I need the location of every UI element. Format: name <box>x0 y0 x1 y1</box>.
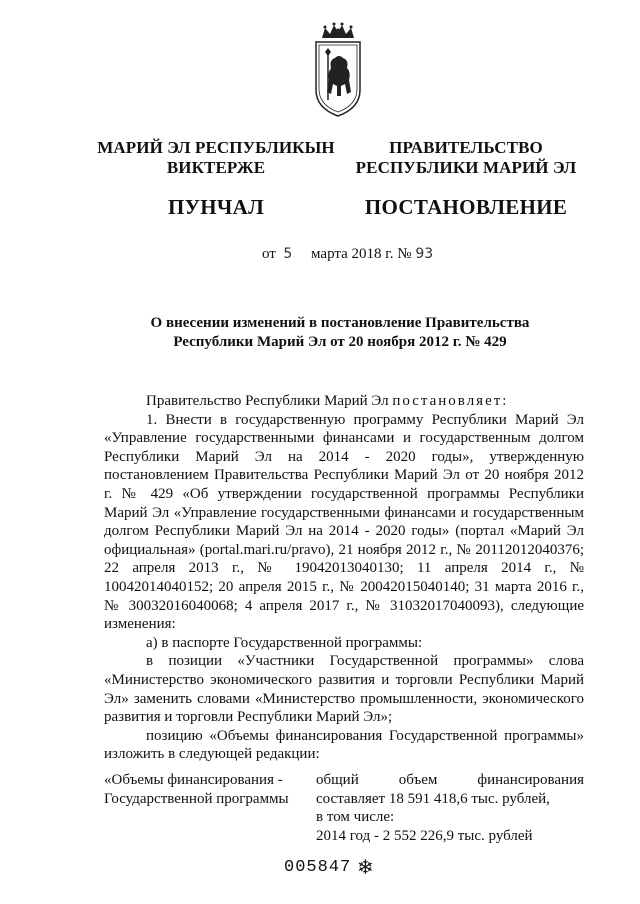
header-left <box>86 138 346 220</box>
header-left-line2: ВИКТЕРЖЕ <box>166 158 266 177</box>
serial-number: 005847 <box>284 858 352 877</box>
paragraph-3: в позиции «Участники Государственной программы» слова «Министерство экономического развития и торговли Республики Марий Эл» заменить словами «Министерство промышленности, экономического развития и торговли Республики Марий Эл»; <box>104 653 584 726</box>
date-day: 5 <box>283 246 293 262</box>
header-right <box>336 138 596 220</box>
header-right-line1: ПРАВИТЕЛЬСТВО <box>389 138 543 157</box>
paragraph-1: 1. Внести в государственную программу Республики Марий Эл «Управление государственными финансами и государственным долгом Республики Марий Эл на 2014 - 2020 годы», утвержденную постановлением Правительства Республики Марий Эл от 20 ноября 2012 г. № 429 «Об утверждении государственной программы Республики Марий Эл «Управление государственными финансами и государственным долгом Республики Марий Эл на 2014 - 2020 годы» (портал «Марий Эл официальная» (portal.mari.ru/pravo), 21 ноября 2012 г., № 20112012040376; 22 апреля 2013 г., № 19042013040130; 11 апреля 2014 г., № 10042014040152; 20 апреля 2015 г., № 20042015040140; 31 марта 2016 г., № 30032016040068; 4 апреля 2017 г., № 31032017040093), следующие изменения: <box>104 411 584 633</box>
title-line1: О внесении изменений в постановление Правительства <box>150 315 530 331</box>
document-title <box>110 314 570 352</box>
document-date-line <box>262 246 433 263</box>
title-line2: Республики Марий Эл от 20 ноября 2012 г. № 429 <box>173 334 507 350</box>
financing-left-cell: «Объемы финансирования - Государственной программы <box>104 772 289 807</box>
header-right-doc-type: ПОСТАНОВЛЕНИЕ <box>364 195 568 219</box>
date-month-year: марта 2018 г. № <box>311 246 412 262</box>
document-number: 93 <box>415 246 434 262</box>
paragraph-2: а) в паспорте Государственной программы: <box>146 634 423 651</box>
intro-prefix: Правительство Республики Марий Эл <box>146 393 389 409</box>
header-right-line2: РЕСПУБЛИКИ МАРИЙ ЭЛ <box>355 158 577 177</box>
intro-resolves: постановляет: <box>392 393 509 409</box>
intro-paragraph <box>104 392 584 411</box>
document-body <box>104 392 584 764</box>
snowflake-icon: ❄ <box>357 855 374 879</box>
financing-including: в том числе: <box>316 809 395 826</box>
financing-total: общий объем финансирования составляет 18 591 418,6 тыс. рублей, <box>316 772 584 807</box>
header-left-line1: МАРИЙ ЭЛ РЕСПУБЛИКЫН <box>97 138 335 157</box>
paragraph-4: позицию «Объемы финансирования Государственной программы» изложить в следующей редакции: <box>104 727 584 763</box>
coat-of-arms-icon <box>313 20 363 120</box>
financing-right-cell <box>316 771 584 845</box>
header-left-doc-type: ПУНЧАЛ <box>167 195 265 219</box>
financing-2014: 2014 год - 2 552 226,9 тыс. рублей <box>316 827 533 844</box>
date-prefix: от <box>262 246 276 262</box>
